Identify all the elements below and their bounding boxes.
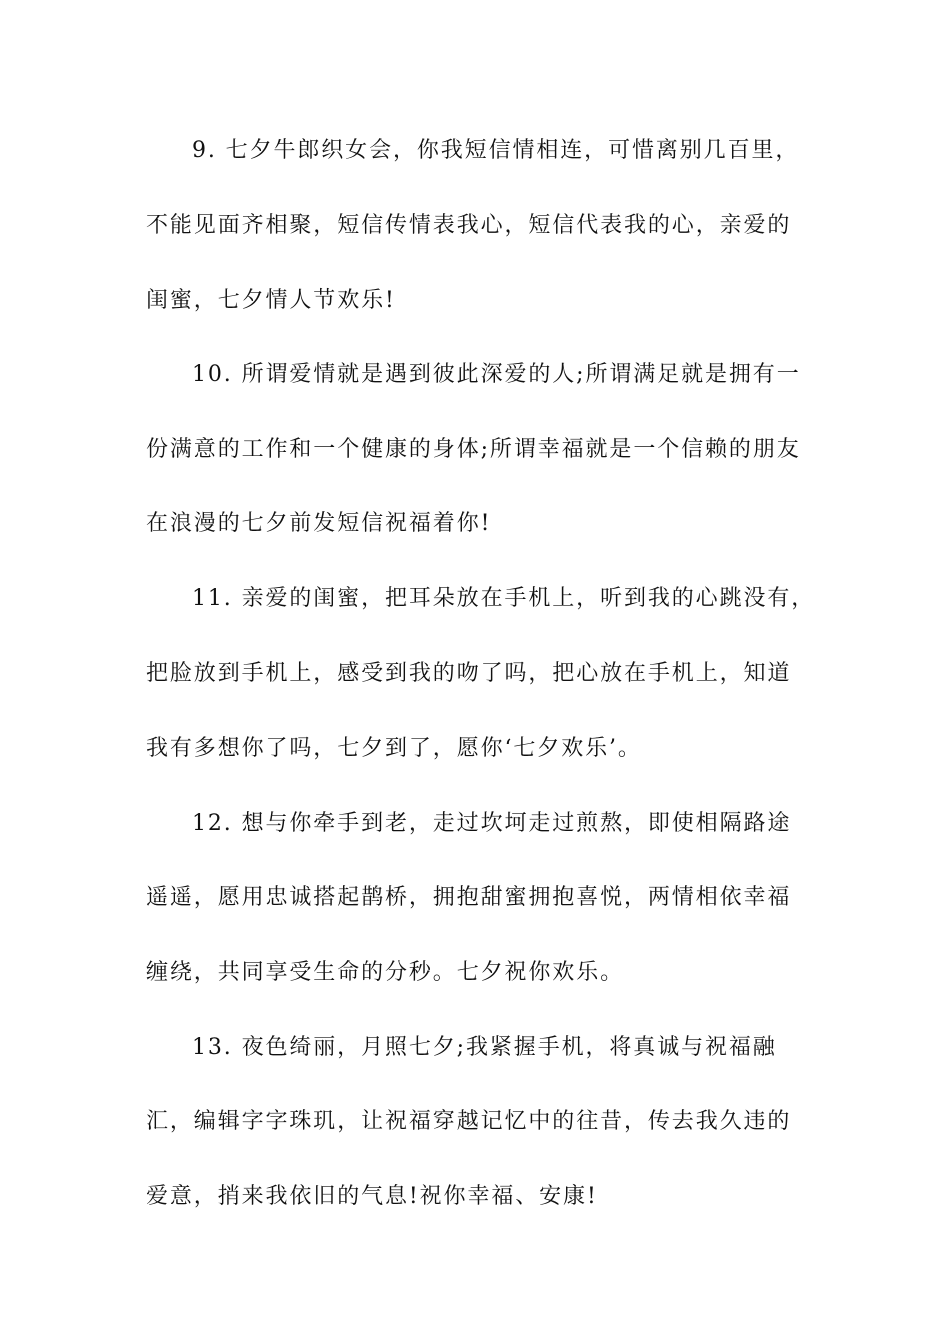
paragraph-11-line-2: 把脸放到手机上，感受到我的吻了吗，把心放在手机上，知道 — [146, 661, 792, 686]
paragraph-9-line-3: 闺蜜，七夕情人节欢乐! — [146, 288, 396, 313]
paragraph-12-line-3: 缠绕，共同享受生命的分秒。七夕祝你欢乐。 — [146, 960, 625, 985]
paragraph-12-line-1: 12. 想与你牵手到老，走过坎坷走过煎熬，即使相隔路途 — [192, 811, 792, 836]
paragraph-9-line-1: 9. 七夕牛郎织女会，你我短信情相连，可惜离别几百里， — [192, 138, 800, 163]
paragraph-13-line-1: 13. 夜色绮丽，月照七夕;我紧握手机，将真诚与祝福融 — [192, 1035, 777, 1060]
paragraph-12-line-2: 遥遥，愿用忠诚搭起鹊桥，拥抱甜蜜拥抱喜悦，两情相依幸福 — [146, 885, 792, 910]
paragraph-10-line-2: 份满意的工作和一个健康的身体;所谓幸福就是一个信赖的朋友 — [146, 437, 801, 462]
paragraph-10-line-3: 在浪漫的七夕前发短信祝福着你! — [146, 511, 492, 536]
paragraph-11-line-3: 我有多想你了吗，七夕到了，愿你‘七夕欢乐’。 — [146, 736, 642, 761]
paragraph-11-line-1: 11. 亲爱的闺蜜，把耳朵放在手机上，听到我的心跳没有， — [192, 586, 816, 611]
paragraph-13-line-2: 汇，编辑字字珠玑，让祝福穿越记忆中的往昔，传去我久违的 — [146, 1109, 792, 1134]
paragraph-13-line-3: 爱意，捎来我依旧的气息!祝你幸福、安康! — [146, 1184, 598, 1209]
paragraph-9-line-2: 不能见面齐相聚，短信传情表我心，短信代表我的心，亲爱的 — [146, 213, 792, 238]
paragraph-10-line-1: 10. 所谓爱情就是遇到彼此深爱的人;所谓满足就是拥有一 — [192, 362, 801, 387]
